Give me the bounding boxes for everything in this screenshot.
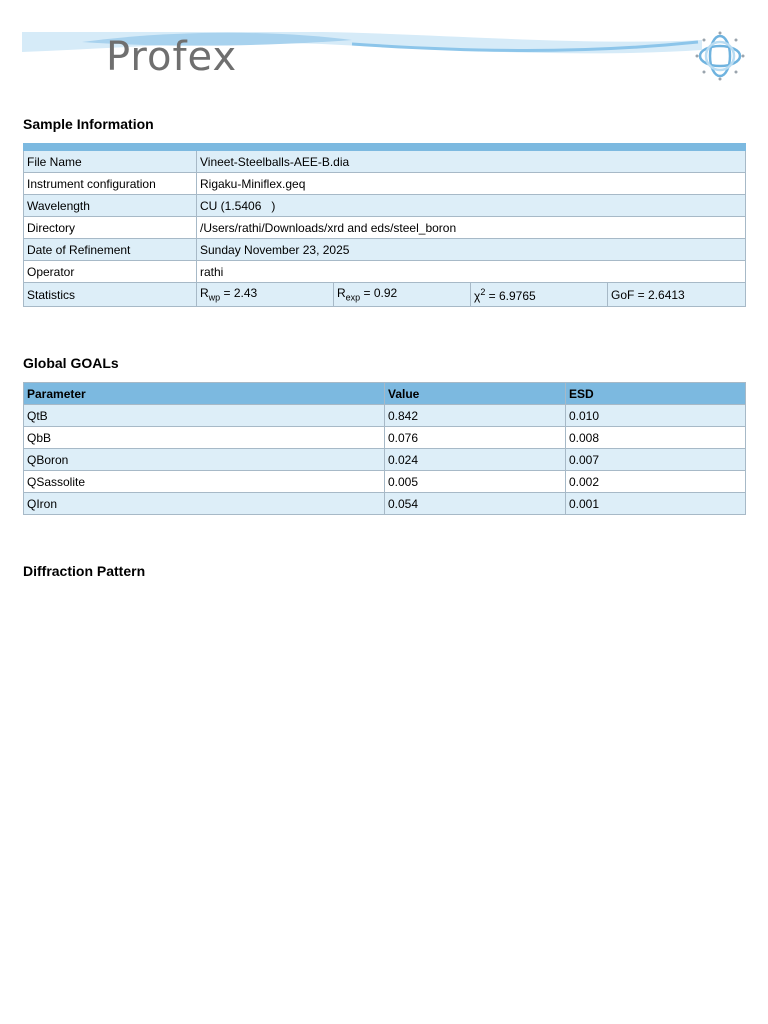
esd-cell: 0.001	[566, 493, 746, 515]
parameter-cell: QIron	[24, 493, 385, 515]
row-value: Vineet-Steelballs-AEE-B.dia	[197, 151, 746, 173]
esd-cell: 0.007	[566, 449, 746, 471]
row-value: /Users/rathi/Downloads/xrd and eds/steel_boron	[197, 217, 746, 239]
value-cell: 0.005	[385, 471, 566, 493]
esd-cell: 0.010	[566, 405, 746, 427]
row-label: Operator	[24, 261, 197, 283]
parameter-cell: QbB	[24, 427, 385, 449]
table-row	[24, 151, 746, 173]
statistics-label: Statistics	[24, 283, 197, 307]
table-row	[24, 261, 746, 283]
parameter-cell: QBoron	[24, 449, 385, 471]
global-goals-table	[23, 382, 746, 515]
diffraction-pattern-heading: Diffraction Pattern	[23, 563, 146, 579]
column-header-value: Value	[385, 383, 566, 405]
value-cell: 0.842	[385, 405, 566, 427]
table-row	[24, 449, 746, 471]
table-row	[24, 471, 746, 493]
row-label: Directory	[24, 217, 197, 239]
value-cell: 0.054	[385, 493, 566, 515]
gof-statistic: GoF = 2.6413	[608, 283, 746, 307]
chi-squared-statistic: $\chi^2 = 6.9765$	[471, 283, 608, 307]
row-value: Rigaku-Miniflex.geq	[197, 173, 746, 195]
table-row	[24, 493, 746, 515]
report-header	[22, 28, 746, 84]
esd-cell: 0.002	[566, 471, 746, 493]
rexp-statistic: $R_{exp} = 0.92$	[334, 283, 471, 307]
column-header-parameter: Parameter	[24, 383, 385, 405]
statistics-row	[24, 283, 746, 307]
sample-information-heading: Sample Information	[23, 116, 154, 132]
column-header-esd: ESD	[566, 383, 746, 405]
profex-emblem-icon	[694, 30, 746, 82]
value-cell: 0.024	[385, 449, 566, 471]
profex-logo: Profex	[106, 34, 238, 80]
row-label: Wavelength	[24, 195, 197, 217]
table-row	[24, 405, 746, 427]
row-label: Date of Refinement	[24, 239, 197, 261]
table-header-row	[24, 383, 746, 405]
table-row	[24, 173, 746, 195]
row-value: rathi	[197, 261, 746, 283]
table-row	[24, 195, 746, 217]
table-row	[24, 217, 746, 239]
row-value: Sunday November 23, 2025	[197, 239, 746, 261]
esd-cell: 0.008	[566, 427, 746, 449]
parameter-cell: QSassolite	[24, 471, 385, 493]
row-label: File Name	[24, 151, 197, 173]
parameter-cell: QtB	[24, 405, 385, 427]
global-goals-heading: Global GOALs	[23, 355, 119, 371]
table-row	[24, 427, 746, 449]
value-cell: 0.076	[385, 427, 566, 449]
row-label: Instrument configuration	[24, 173, 197, 195]
sample-information-table	[23, 143, 746, 307]
row-value: CU (1.5406 )	[197, 195, 746, 217]
table-row	[24, 239, 746, 261]
rwp-statistic: $R_{wp} = 2.43$	[197, 283, 334, 307]
